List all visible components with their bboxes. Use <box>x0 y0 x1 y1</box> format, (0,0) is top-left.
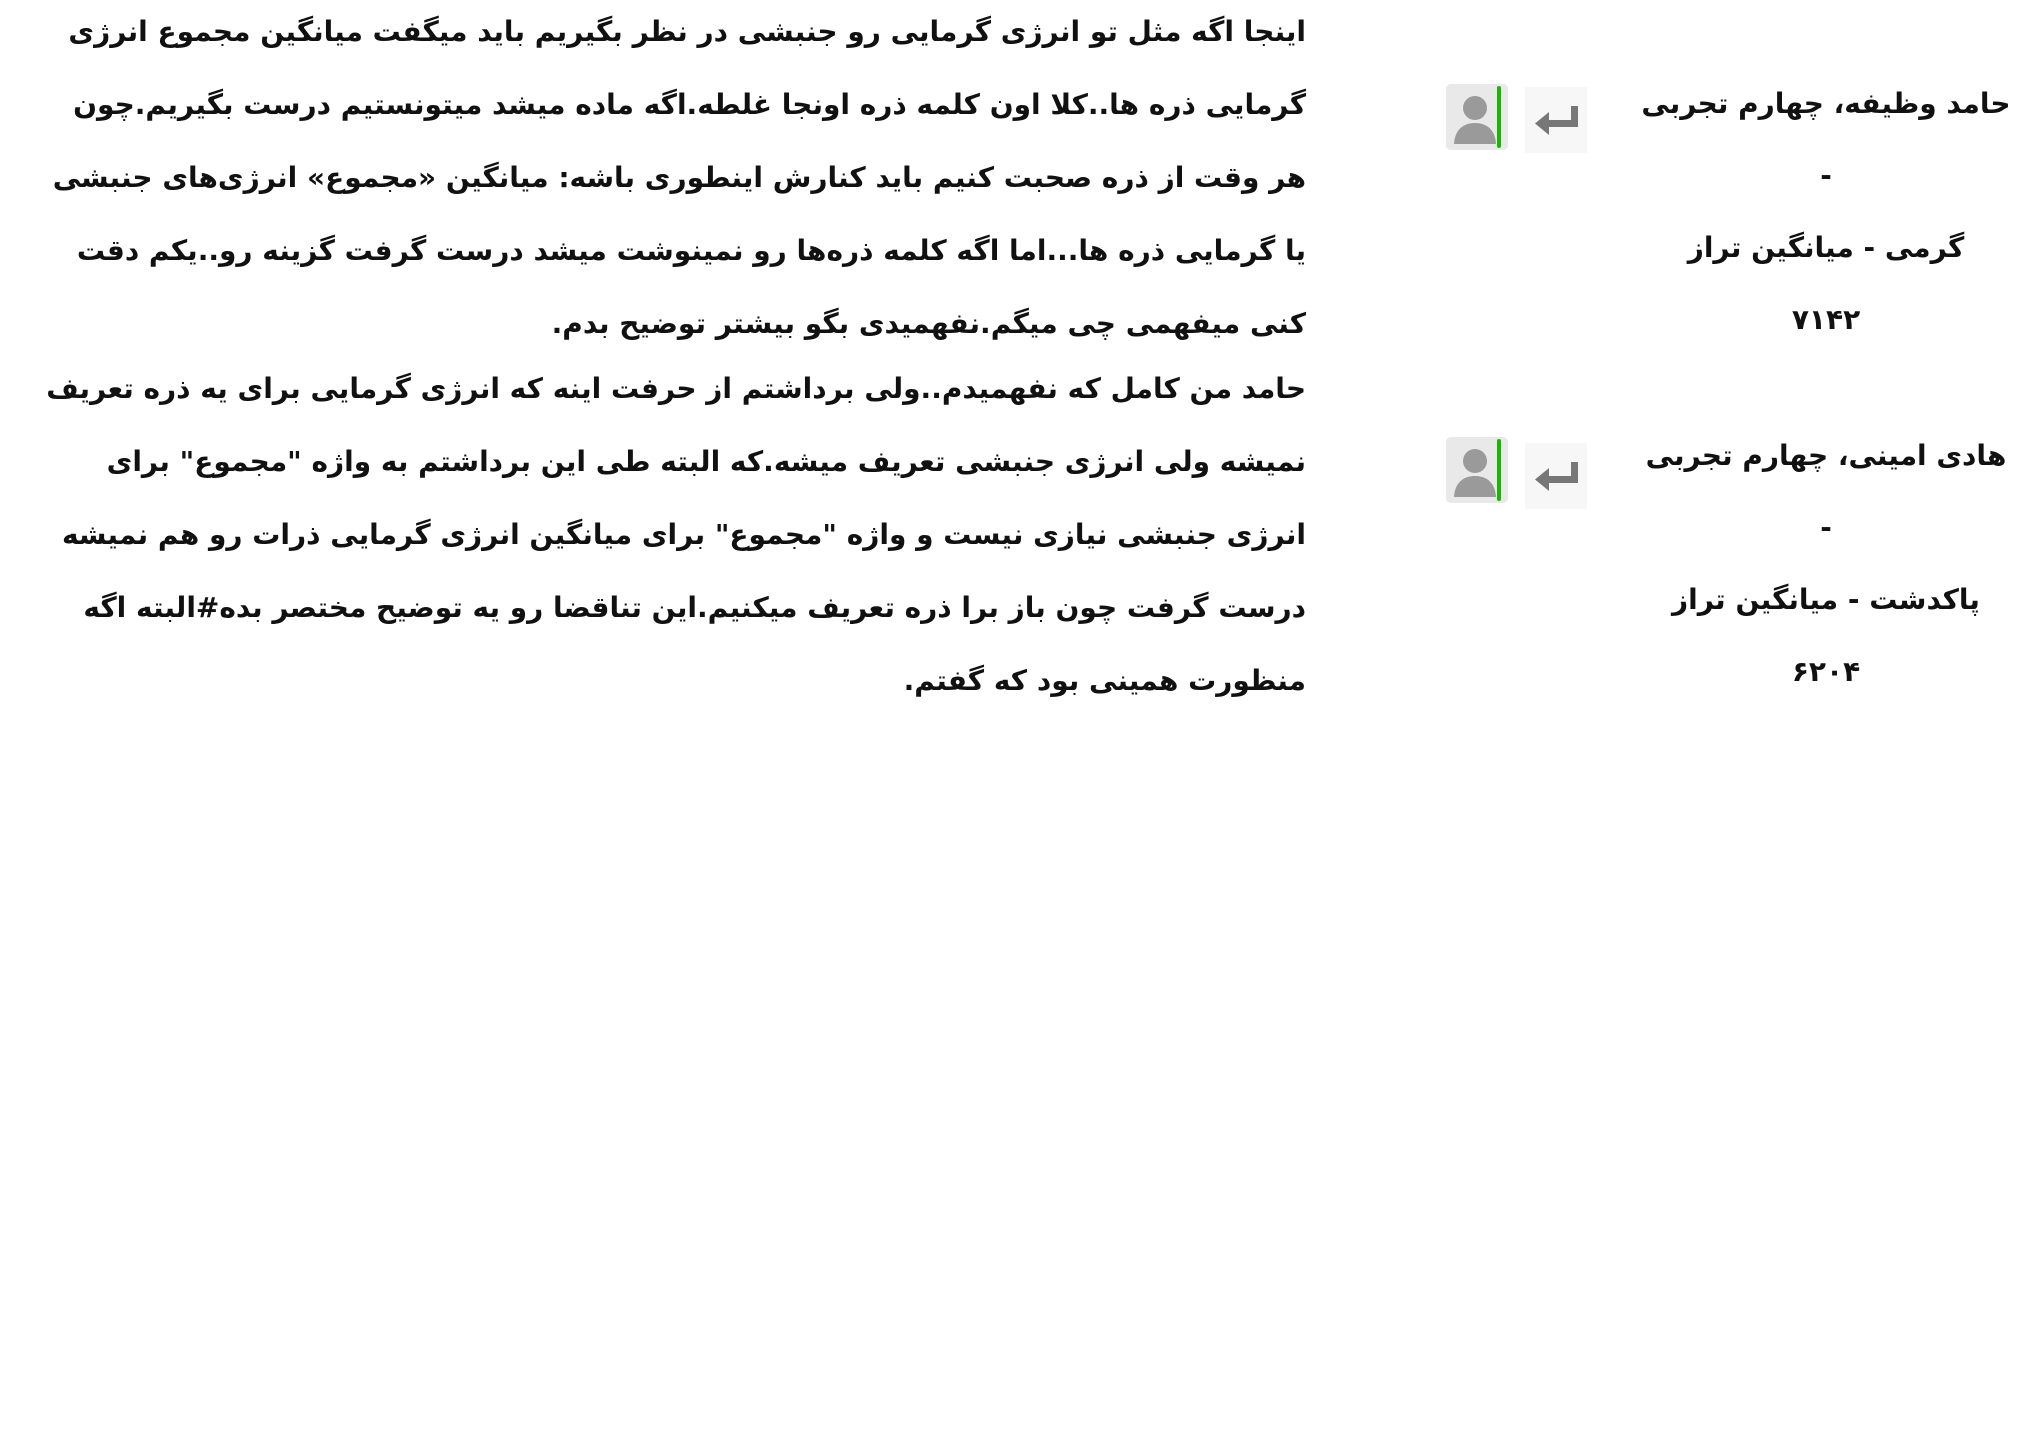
reply-arrow-icon <box>1533 103 1579 137</box>
author-name-line: هادی امینی، چهارم تجربی - <box>1645 439 2007 544</box>
online-status-indicator <box>1497 439 1501 501</box>
comment-author <box>1636 68 2016 356</box>
reply-button[interactable] <box>1525 87 1587 153</box>
reply-arrow-icon <box>1533 459 1579 493</box>
user-avatar[interactable] <box>1446 437 1508 503</box>
comment-item <box>0 355 2024 715</box>
comment-author <box>1636 420 2016 708</box>
author-score: ۷۱۴۲ <box>1791 303 1861 336</box>
author-school-line: پاکدشت - میانگین تراز <box>1672 583 1980 616</box>
comment-text: اینجا اگه مثل تو انرژی گرمایی رو جنبشی در نظر بگیریم باید میگفت میانگین مجموع انرژی گرمایی ذره ها..کلا اون کلمه ذره اونجا غلطه.اگه ماده میشد میتونستیم درست بگیریم.چون هر وقت از ذره صحبت کنیم باید کنارش اینطوری باشه: میانگین «مجموع» انرژی‌های جنبشی یا گرمایی ذره ها...اما اگه کلمه ذره‌ها رو نمینوشت میشد درست گرفت گزینه رو..یکم دقت کنی میفهمی چی میگم.نفهمیدی بگو بیشتر توضیح بدم. <box>52 15 1306 340</box>
author-name-line: حامد وظیفه، چهارم تجربی - <box>1641 87 2011 192</box>
comment-text: حامد من کامل که نفهمیدم..ولی برداشتم از حرفت اینه که انرژی گرمایی برای یه ذره تعریف نمیشه ولی انرژی جنبشی تعریف میشه.که البته طی این برداشتم به واژه "مجموع" برای انرژی جنبشی نیازی نیست و واژه "مجموع" برای میانگین انرژی گرمایی ذرات رو هم نمیشه درست گرفت چون باز برا ذره تعریف میکنیم.این تناقضا رو یه توضیح مختصر بده#البته اگه منظورت همینی بود که گفتم. <box>46 372 1306 697</box>
author-score: ۶۲۰۴ <box>1791 655 1861 688</box>
reply-button[interactable] <box>1525 443 1587 509</box>
online-status-indicator <box>1497 86 1501 148</box>
user-avatar[interactable] <box>1446 84 1508 150</box>
comment-item <box>0 0 2024 355</box>
author-school-line: گرمی - میانگین تراز <box>1687 231 1965 264</box>
